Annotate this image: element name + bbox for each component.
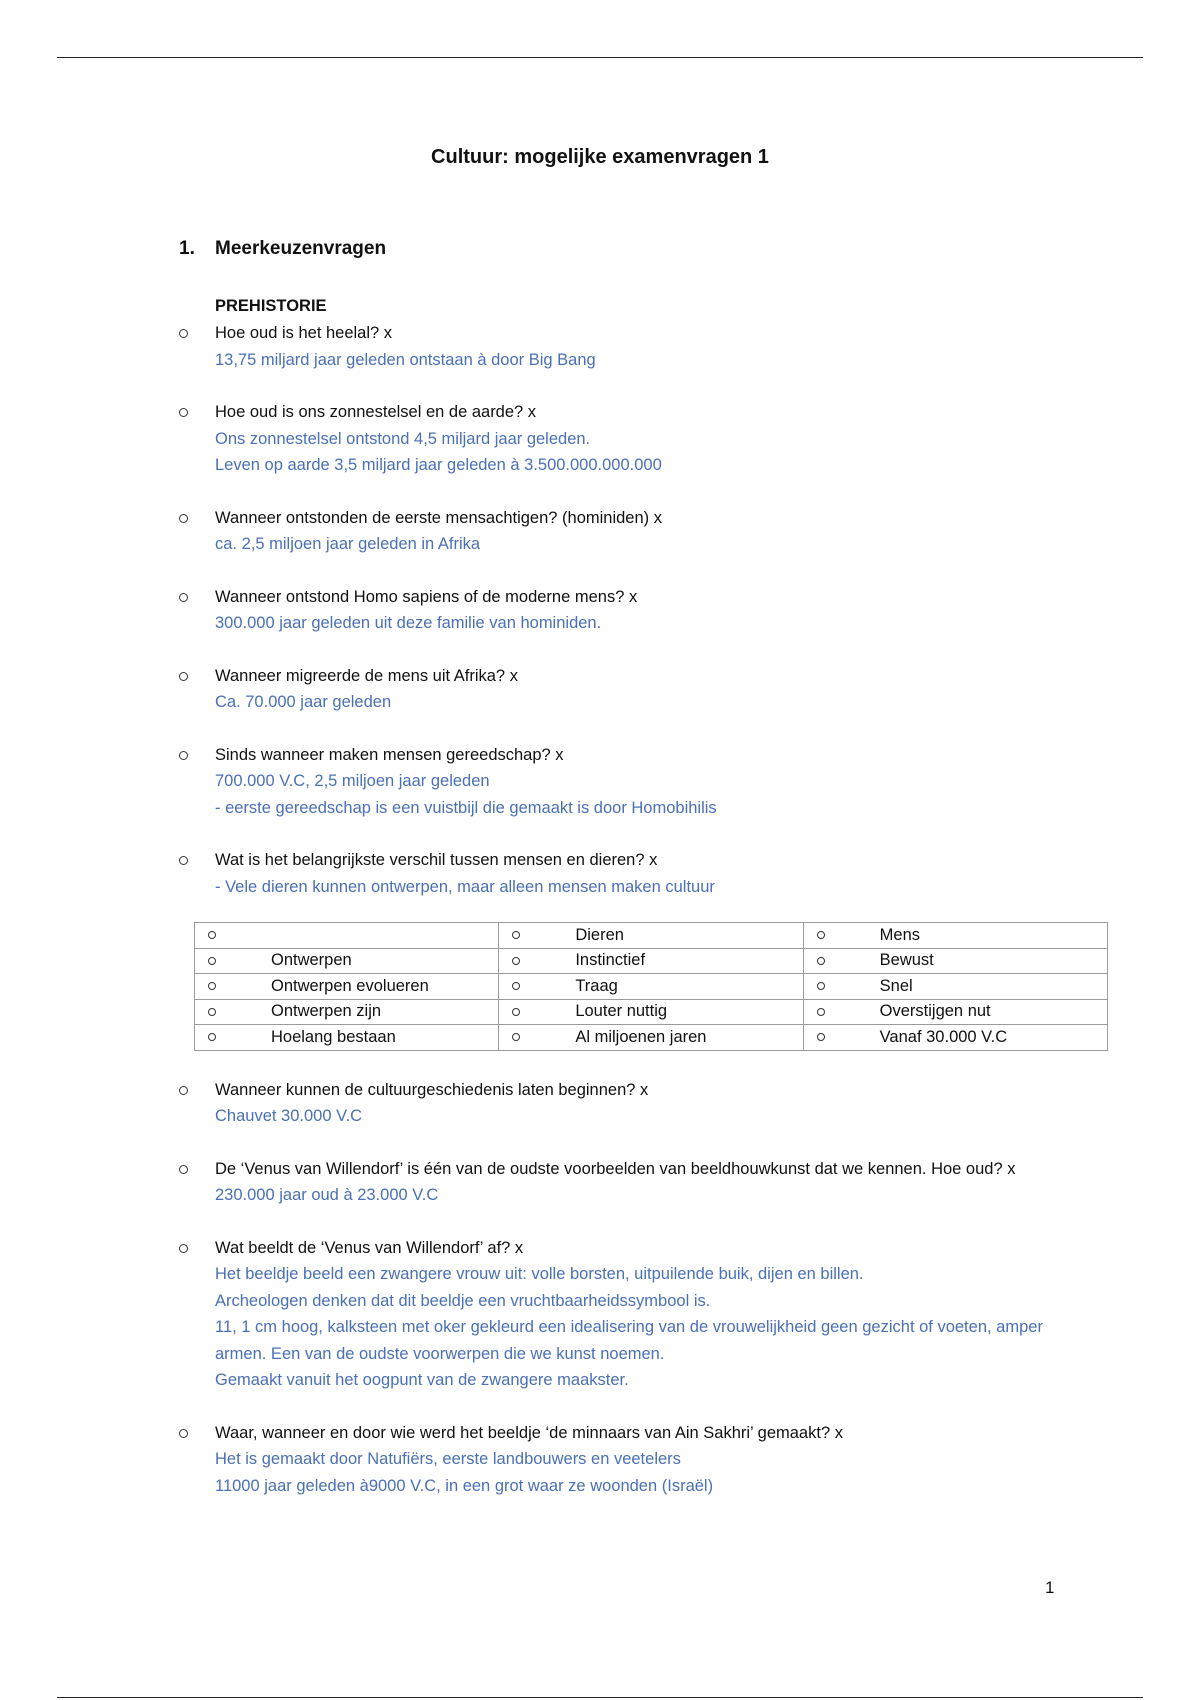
cell-text: Instinctief [575,951,646,970]
answer-text: Archeologen denken dat dit beeldje een vruchtbaarheidssymbool is. [215,1291,711,1310]
table-cell [499,923,803,949]
question-text: Wat is het belangrijkste verschil tussen mensen en dieren? x [215,851,658,869]
header-rule [57,57,1143,58]
table-cell [803,948,1107,974]
circle-bullet-icon [817,1008,825,1016]
table-cell [499,974,803,1000]
cell-text: Bewust [879,951,934,970]
table-cell [803,974,1107,1000]
cell-text: Overstijgen nut [879,1002,991,1021]
circle-bullet-icon [817,931,825,939]
circle-bullet-icon [179,514,188,523]
question-item [179,584,1079,637]
question-item [179,1235,1079,1394]
circle-bullet-icon [179,856,188,865]
answer-text: Leven op aarde 3,5 miljard jaar geleden à 3.500.000.000.000 [215,456,662,474]
question-text: Wanneer ontstond Homo sapiens of de moderne mens? x [215,587,638,606]
circle-bullet-icon [512,931,520,939]
table-cell [499,999,803,1025]
circle-bullet-icon [179,672,188,681]
table-cell [195,974,499,1000]
cell-text: Hoelang bestaan [271,1027,396,1046]
table-cell [499,948,803,974]
answer-text: Ons zonnestelsel ontstond 4,5 miljard jaar geleden. [215,429,591,448]
section-title: Meerkeuzenvragen [215,238,387,259]
cell-text: Al miljoenen jaren [575,1027,707,1046]
circle-bullet-icon [179,329,188,338]
question-text: De ‘Venus van Willendorf’ is één van de oudste voorbeelden van beeldhouwkunst dat we kennen. Hoe oud? x [215,1159,1016,1178]
answer-text: Chauvet 30.000 V.C [215,1107,363,1125]
question-item [179,399,1079,479]
circle-bullet-icon [179,751,188,760]
table-cell [195,923,499,949]
question-text: Wat beeldt de ‘Venus van Willendorf’ af? x [215,1238,524,1257]
answer-text: Het beeldje beeld een zwangere vrouw uit: volle borsten, uitpuilende buik, dijen en billen. [215,1265,864,1283]
cell-text: Ontwerpen zijn [271,1002,382,1021]
question-item [179,847,1079,900]
question-text: Wanneer ontstonden de eerste mensachtigen? (hominiden) x [215,508,662,527]
questions-part-a [179,320,1079,900]
circle-bullet-icon [179,593,188,602]
question-text: Hoe oud is ons zonnestelsel en de aarde? x [215,403,537,421]
table-row [195,1025,1108,1051]
cell-text: Traag [575,976,618,995]
table-cell [803,1025,1107,1051]
section-heading [179,238,386,260]
answer-text: 700.000 V.C, 2,5 miljoen jaar geleden [215,772,490,790]
question-item [179,1077,1079,1130]
section-number: 1. [179,238,195,259]
question-text: Waar, wanneer en door wie werd het beeldje ‘de minnaars van Ain Sakhri’ gemaakt? x [215,1423,843,1442]
question-item [179,1156,1079,1209]
question-item [179,505,1079,558]
circle-bullet-icon [208,982,216,990]
question-text: Wanneer kunnen de cultuurgeschiedenis laten beginnen? x [215,1080,649,1099]
table-row [195,948,1108,974]
cell-text: Louter nuttig [575,1002,668,1021]
answer-text: 11, 1 cm hoog, kalksteen met oker gekleurd een idealisering van de vrouwelijkheid geen gezicht of voeten, amper armen. Een van de oudste voorwerpen die we kunst noemen. [215,1318,1043,1363]
circle-bullet-icon [512,957,520,965]
circle-bullet-icon [817,1033,825,1041]
circle-bullet-icon [512,1008,520,1016]
page-number: 1 [1045,1578,1055,1597]
table-cell [195,1025,499,1051]
answer-text: 11000 jaar geleden à9000 V.C, in een grot waar ze woonden (Israël) [215,1476,714,1495]
cell-text: Mens [879,925,921,944]
table-cell [803,999,1107,1025]
answer-text: ca. 2,5 miljoen jaar geleden in Afrika [215,535,481,553]
table-cell [499,1025,803,1051]
question-item [179,320,1079,373]
cell-text: Dieren [575,925,624,944]
question-text: Hoe oud is het heelal? x [215,324,393,342]
answer-text: Gemaakt vanuit het oogpunt van de zwangere maakster. [215,1371,629,1389]
answer-text: Het is gemaakt door Natufiërs, eerste landbouwers en veetelers [215,1450,681,1468]
circle-bullet-icon [179,408,188,417]
cell-text: Snel [879,976,913,995]
table-row [195,974,1108,1000]
answer-text: Ca. 70.000 jaar geleden [215,693,392,711]
table-row [195,923,1108,949]
circle-bullet-icon [208,1033,216,1041]
answer-text: 230.000 jaar oud à 23.000 V.C [215,1186,439,1204]
answer-text: 13,75 miljard jaar geleden ontstaan à door Big Bang [215,350,596,369]
circle-bullet-icon [208,1008,216,1016]
circle-bullet-icon [179,1086,188,1095]
questions-part-b [179,1077,1079,1500]
cell-text: Ontwerpen evolueren [271,976,429,995]
table-cell [803,923,1107,949]
circle-bullet-icon [208,957,216,965]
question-list [179,320,1079,1525]
question-text: Sinds wanneer maken mensen gereedschap? x [215,745,564,764]
circle-bullet-icon [179,1244,188,1253]
question-item [179,742,1079,822]
circle-bullet-icon [179,1165,188,1174]
subheading: PREHISTORIE [215,297,327,315]
circle-bullet-icon [512,1033,520,1041]
circle-bullet-icon [179,1429,188,1438]
table-cell [195,999,499,1025]
question-item [179,663,1079,716]
page-title: Cultuur: mogelijke examenvragen 1 [431,146,769,168]
circle-bullet-icon [817,957,825,965]
question-text: Wanneer migreerde de mens uit Afrika? x [215,666,518,685]
cell-text: Ontwerpen [271,951,352,970]
question-item [179,1420,1079,1500]
comparison-table [194,922,1108,1051]
circle-bullet-icon [208,931,216,939]
footer-rule [57,1697,1143,1698]
circle-bullet-icon [817,982,825,990]
answer-text: 300.000 jaar geleden uit deze familie van hominiden. [215,614,602,632]
answer-text: - Vele dieren kunnen ontwerpen, maar alleen mensen maken cultuur [215,877,715,896]
circle-bullet-icon [512,982,520,990]
cell-text: Vanaf 30.000 V.C [879,1027,1008,1046]
table-cell [195,948,499,974]
table-row [195,999,1108,1025]
answer-text: - eerste gereedschap is een vuistbijl die gemaakt is door Homobihilis [215,798,717,817]
